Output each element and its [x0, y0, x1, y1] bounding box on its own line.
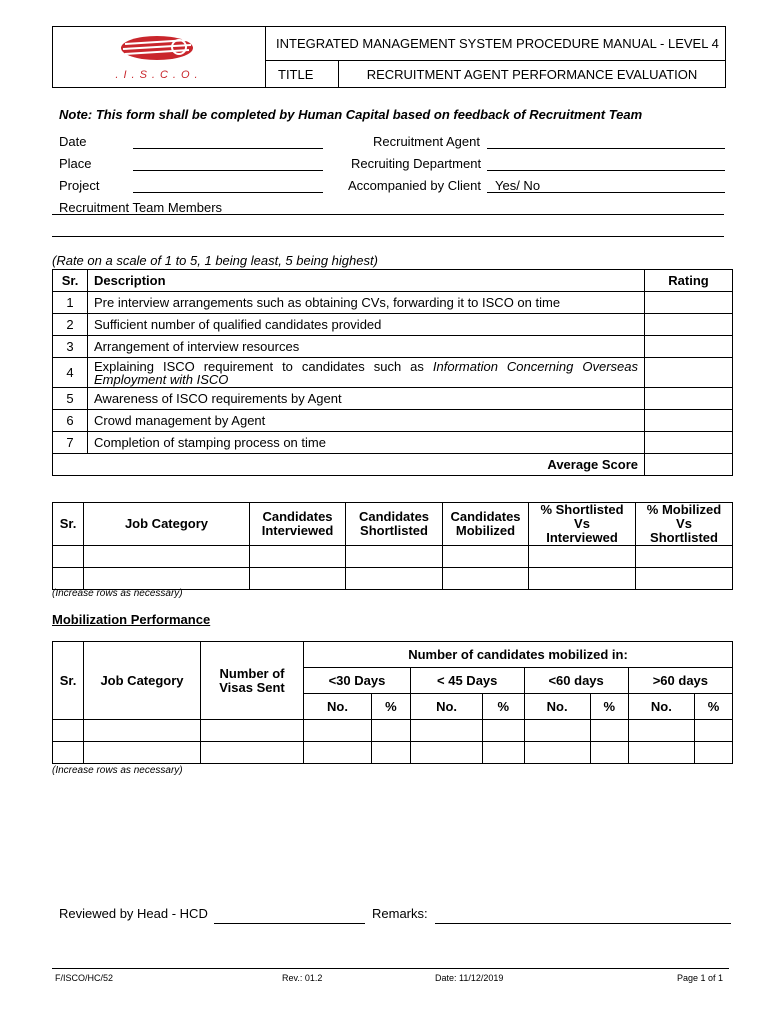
shortlisted-header: Candidates Shortlisted [346, 503, 443, 546]
date-label: Date [59, 134, 87, 149]
revision: Rev.: 01.2 [282, 973, 323, 983]
pct-header: % [590, 694, 628, 720]
team-members-field-2[interactable] [52, 236, 724, 237]
no-header: No. [524, 694, 590, 720]
row-description: Sufficient number of qualified candidates provided [88, 314, 645, 336]
department-label: Recruiting Department [351, 156, 482, 171]
company-logo [53, 27, 266, 88]
sr-header: Sr. [53, 503, 84, 546]
footer-divider [52, 968, 729, 969]
table-row [53, 410, 733, 432]
visas-sent-header: Number of Visas Sent [201, 642, 304, 720]
sr-header: Sr. [53, 270, 88, 292]
isco-logo-icon [119, 34, 199, 66]
average-score-cell[interactable] [645, 454, 733, 476]
agent-label: Recruitment Agent [373, 134, 480, 149]
logo-text: .I.S.C.O. [115, 68, 203, 81]
remarks-label: Remarks: [372, 906, 428, 921]
mobilized-header: Candidates Mobilized [443, 503, 529, 546]
row-description: Completion of stamping process on time [88, 432, 645, 454]
row-description: Crowd management by Agent [88, 410, 645, 432]
completion-note: Note: This form shall be completed by Human Capital based on feedback of Recruitment Team [59, 107, 643, 122]
table-row[interactable] [53, 546, 733, 568]
sr-header: Sr. [53, 642, 84, 720]
rating-cell[interactable] [645, 292, 733, 314]
description-header: Description [88, 270, 645, 292]
row-sr: 4 [53, 358, 88, 388]
row-sr: 7 [53, 432, 88, 454]
row-description: Awareness of ISCO requirements by Agent [88, 388, 645, 410]
row-description-italic: Information Concerning Overseas Employment with ISCO [94, 358, 638, 387]
table-row[interactable] [53, 720, 733, 742]
over-60-header: >60 days [628, 668, 732, 694]
team-members-field[interactable] [52, 214, 724, 215]
accompanied-field[interactable] [487, 192, 725, 193]
document-header [52, 26, 726, 88]
table-row [53, 358, 733, 388]
document-title: RECRUITMENT AGENT PERFORMANCE EVALUATION [339, 61, 726, 88]
row-sr: 1 [53, 292, 88, 314]
form-date: Date: 11/12/2019 [435, 973, 504, 983]
interviewed-header: Candidates Interviewed [250, 503, 346, 546]
table-row [53, 388, 733, 410]
table-row [53, 336, 733, 358]
job-category-header: Job Category [84, 503, 250, 546]
under-60-header: <60 days [524, 668, 628, 694]
rating-cell[interactable] [645, 358, 733, 388]
row-sr: 3 [53, 336, 88, 358]
rating-cell[interactable] [645, 336, 733, 358]
reviewed-by-label: Reviewed by Head - HCD [59, 906, 208, 921]
mobilization-table [52, 641, 733, 764]
row-description-text: Explaining ISCO requirement to candidates such as [94, 358, 433, 374]
accompanied-label: Accompanied by Client [348, 178, 481, 193]
pct-mobilized-header: % Mobilized Vs Shortlisted [636, 503, 733, 546]
accompanied-value: Yes/ No [495, 178, 541, 193]
pct-shortlisted-header: % Shortlisted Vs Interviewed [529, 503, 636, 546]
increase-rows-note: (Increase rows as necessary) [52, 588, 183, 599]
project-field[interactable] [133, 192, 323, 193]
no-header: No. [410, 694, 482, 720]
pct-header: % [371, 694, 410, 720]
under-45-header: < 45 Days [410, 668, 524, 694]
rating-cell[interactable] [645, 432, 733, 454]
mobilized-group-header: Number of candidates mobilized in: [304, 642, 733, 668]
row-sr: 2 [53, 314, 88, 336]
remarks-field[interactable] [435, 923, 731, 924]
average-score-label: Average Score [53, 454, 645, 476]
candidate-stats-table [52, 502, 733, 590]
table-row [53, 314, 733, 336]
date-field[interactable] [133, 148, 323, 149]
project-label: Project [59, 178, 100, 193]
department-field[interactable] [487, 170, 725, 171]
increase-rows-note: (Increase rows as necessary) [52, 765, 183, 776]
rating-scale-note: (Rate on a scale of 1 to 5, 1 being least, 5 being highest) [52, 253, 378, 268]
rating-cell[interactable] [645, 314, 733, 336]
row-description: Pre interview arrangements such as obtaining CVs, forwarding it to ISCO on time [88, 292, 645, 314]
mobilization-title: Mobilization Performance [52, 612, 211, 627]
row-description: Arrangement of interview resources [88, 336, 645, 358]
page-number: Page 1 of 1 [677, 973, 724, 983]
reviewed-by-field[interactable] [214, 923, 365, 924]
table-row[interactable] [53, 742, 733, 764]
row-sr: 5 [53, 388, 88, 410]
team-members-label: Recruitment Team Members [59, 200, 223, 215]
place-field[interactable] [133, 170, 323, 171]
place-label: Place [59, 156, 92, 171]
manual-title: INTEGRATED MANAGEMENT SYSTEM PROCEDURE MANUAL - LEVEL 4 [266, 27, 726, 61]
table-row [53, 292, 733, 314]
under-30-header: <30 Days [304, 668, 411, 694]
title-label: TITLE [266, 61, 339, 88]
form-code: F/ISCO/HC/52 [55, 973, 114, 983]
pct-header: % [695, 694, 733, 720]
agent-field[interactable] [487, 148, 725, 149]
evaluation-table [52, 269, 733, 476]
rating-cell[interactable] [645, 410, 733, 432]
pct-header: % [483, 694, 524, 720]
job-category-header: Job Category [84, 642, 201, 720]
row-description [88, 358, 645, 388]
row-sr: 6 [53, 410, 88, 432]
no-header: No. [628, 694, 694, 720]
table-row [53, 432, 733, 454]
no-header: No. [304, 694, 372, 720]
table-row[interactable] [53, 568, 733, 590]
rating-header: Rating [645, 270, 733, 292]
rating-cell[interactable] [645, 388, 733, 410]
